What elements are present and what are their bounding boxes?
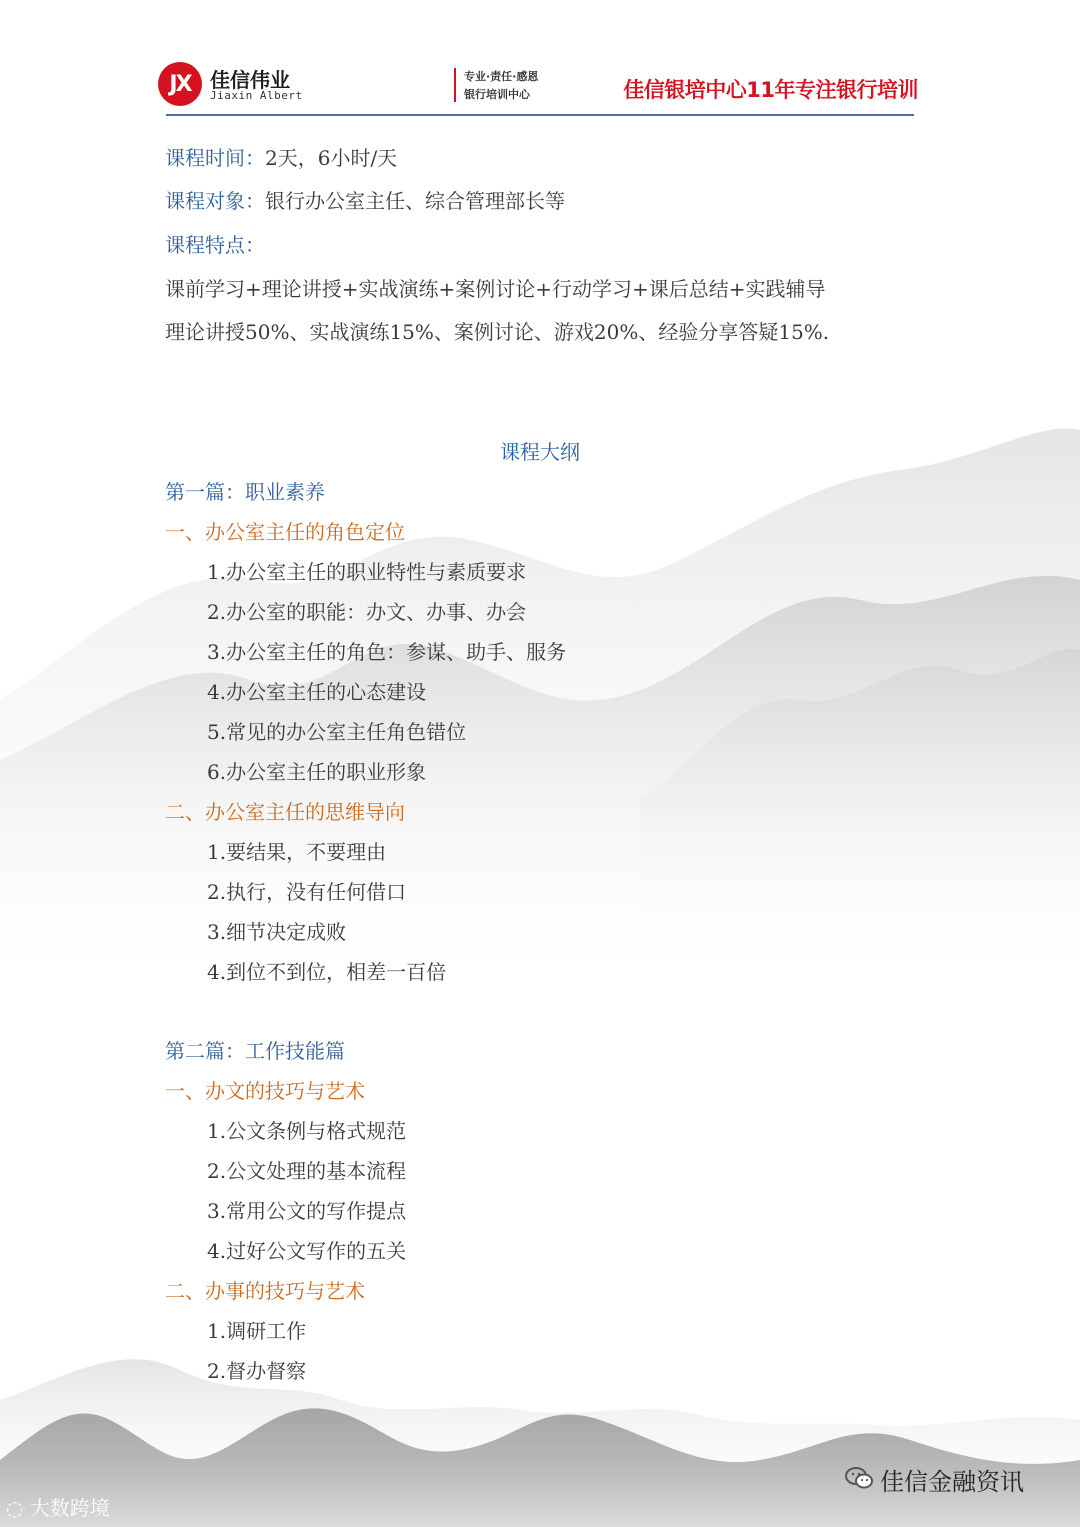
part-1-title: 第一篇：职业素养 <box>165 480 325 504</box>
list-item: 2.执行，没有任何借口 <box>207 880 407 904</box>
logo-slogan-1: 专业·责任·感恩 <box>464 70 539 83</box>
list-item: 3.常用公文的写作提点 <box>207 1199 407 1223</box>
course-audience-value: 银行办公室主任、综合管理部长等 <box>265 189 565 213</box>
list-item: 1.办公室主任的职业特性与素质要求 <box>207 560 527 584</box>
logo-name-cn: 佳信伟业 <box>210 68 290 92</box>
list-item: 2.办公室的职能：办文、办事、办会 <box>207 600 527 624</box>
part-2-section-1-title: 一、办文的技巧与艺术 <box>165 1079 365 1103</box>
list-item: 5.常见的办公室主任角色错位 <box>207 720 467 744</box>
logo-slogan-2: 银行培训中心 <box>464 88 530 101</box>
list-item: 1.要结果，不要理由 <box>207 840 387 864</box>
list-item: 4.到位不到位，相差一百倍 <box>207 960 447 984</box>
header-rule <box>166 114 914 116</box>
course-features-line-2: 理论讲授50%、实战演练15%、案例讨论、游戏20%、经验分享答疑15%. <box>165 320 830 344</box>
part-2-title: 第二篇：工作技能篇 <box>165 1039 345 1063</box>
course-audience <box>165 188 565 214</box>
course-audience-label: 课程对象： <box>165 189 265 213</box>
list-item: 6.办公室主任的职业形象 <box>207 760 427 784</box>
course-time-value: 2天，6小时/天 <box>265 146 398 170</box>
watermark-left-logo-icon: ◌ <box>6 1496 30 1520</box>
list-item: 4.办公室主任的心态建设 <box>207 680 427 704</box>
watermark-left <box>6 1492 110 1521</box>
list-item: 3.细节决定成败 <box>207 920 347 944</box>
list-item: 4.过好公文写作的五关 <box>207 1239 407 1263</box>
logo-divider <box>454 68 456 102</box>
list-item: 2.督办督察 <box>207 1359 307 1383</box>
outline-title: 课程大纲 <box>500 440 580 464</box>
logo-name-en: Jiaxin Albert <box>210 89 303 102</box>
wechat-icon <box>844 1466 874 1496</box>
list-item: 2.公文处理的基本流程 <box>207 1159 407 1183</box>
list-item: 3.办公室主任的角色：参谋、助手、服务 <box>207 640 567 664</box>
course-time <box>165 145 397 171</box>
header-tagline: 佳信银培中心11年专注银行培训 <box>623 78 918 102</box>
part-1-section-2-title: 二、办公室主任的思维导向 <box>165 800 405 824</box>
list-item: 1.调研工作 <box>207 1319 307 1343</box>
course-features-label: 课程特点： <box>165 233 265 257</box>
watermark-right <box>844 1462 1024 1497</box>
company-logo <box>158 62 539 106</box>
watermark-left-text: 大数跨境 <box>29 1496 110 1520</box>
list-item: 1.公文条例与格式规范 <box>207 1119 407 1143</box>
part-1-section-1-title: 一、办公室主任的角色定位 <box>165 520 405 544</box>
watermark-right-text: 佳信金融资讯 <box>880 1468 1024 1496</box>
course-features-line-1: 课前学习+理论讲授+实战演练+案例讨论+行动学习+课后总结+实践辅导 <box>165 277 826 301</box>
course-time-label: 课程时间： <box>165 146 265 170</box>
part-2-section-2-title: 二、办事的技巧与艺术 <box>165 1279 365 1303</box>
logo-mark: JX <box>158 62 202 106</box>
